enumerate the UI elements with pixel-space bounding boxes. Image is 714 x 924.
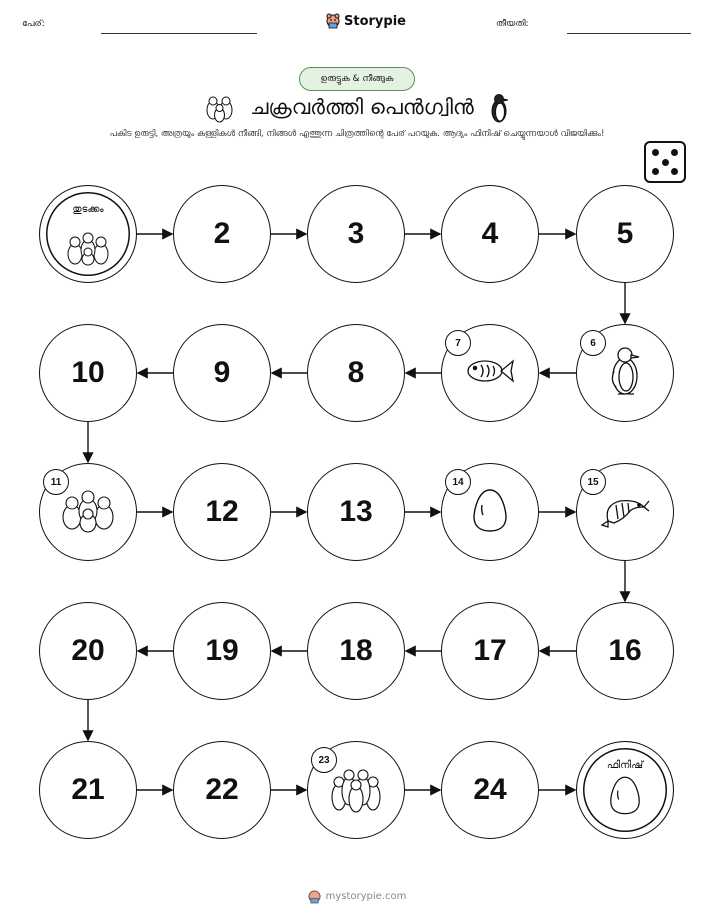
board-space-17[interactable] <box>441 602 539 700</box>
space-number: 5 <box>616 217 634 250</box>
board-space-7[interactable] <box>441 324 539 422</box>
penguin-huddle-icon <box>327 759 385 821</box>
space-number-badge: 11 <box>43 469 69 495</box>
board-space-13[interactable] <box>307 463 405 561</box>
board-space-14[interactable] <box>441 463 539 561</box>
board-space-16[interactable] <box>576 602 674 700</box>
board-space-8[interactable] <box>307 324 405 422</box>
fish-icon <box>465 357 515 389</box>
space-number: 13 <box>339 495 373 528</box>
name-label: പേര്: <box>22 19 45 29</box>
board-space-4[interactable] <box>441 185 539 283</box>
space-number-badge: 23 <box>311 747 337 773</box>
board-space-9[interactable] <box>173 324 271 422</box>
space-number: 21 <box>71 773 105 806</box>
brand-name: Storypie <box>344 13 406 29</box>
space-number-badge: 15 <box>580 469 606 495</box>
space-number: 20 <box>71 634 105 667</box>
egg-icon <box>609 774 641 820</box>
penguin-icon <box>608 345 642 401</box>
date-label: തീയതി: <box>496 19 529 29</box>
board-space-5[interactable] <box>576 185 674 283</box>
board-space-23[interactable] <box>307 741 405 839</box>
storypie-mascot-icon <box>308 889 321 904</box>
space-number: 10 <box>71 356 105 389</box>
footer <box>0 889 714 904</box>
space-number: 3 <box>347 217 365 250</box>
space-number: 17 <box>473 634 507 667</box>
space-number: 2 <box>213 217 231 250</box>
board-space-21[interactable] <box>39 741 137 839</box>
penguin-chicks-icon <box>60 487 116 537</box>
board-space-24[interactable] <box>441 741 539 839</box>
finish-label: ഫിനിഷ് <box>606 760 644 771</box>
space-number: 24 <box>473 773 507 806</box>
space-number: 18 <box>339 634 373 667</box>
start-label: തുടക്കം <box>72 204 104 215</box>
title-text: ചക്രവർത്തി പെൻഗ്വിൻ <box>250 95 474 119</box>
space-number: 16 <box>608 634 642 667</box>
instructions: പകിട ഉരുട്ടി, അത്രയും കള്ളികൾ നീങ്ങി, നിങ്ങൾ എത്തുന്ന ചിത്രത്തിന്റെ പേര് പറയുക. ആദ്യം ഫിനിഷ് ചെയ്യുന്നയാൾ വിജയിക്കും! <box>109 129 605 139</box>
space-number: 12 <box>205 495 239 528</box>
board-space-3[interactable] <box>307 185 405 283</box>
board-space-18[interactable] <box>307 602 405 700</box>
space-number-badge: 14 <box>445 469 471 495</box>
penguin-family-icon <box>65 228 111 270</box>
space-number: 9 <box>213 356 231 389</box>
space-number: 19 <box>205 634 239 667</box>
space-number-badge: 7 <box>445 330 471 356</box>
board-space-6[interactable] <box>576 324 674 422</box>
activity-type-badge: ഉരുട്ടുക & നീങ്ങുക <box>299 67 415 91</box>
finish-space[interactable] <box>576 741 674 839</box>
shrimp-icon <box>600 491 650 533</box>
space-number-badge: 6 <box>580 330 606 356</box>
board-space-10[interactable] <box>39 324 137 422</box>
space-number: 8 <box>347 356 365 389</box>
board-space-2[interactable] <box>173 185 271 283</box>
space-number: 22 <box>205 773 239 806</box>
board-space-12[interactable] <box>173 463 271 561</box>
space-number: 4 <box>481 217 499 250</box>
board-space-11[interactable] <box>39 463 137 561</box>
egg-icon <box>472 487 508 537</box>
board-space-22[interactable] <box>173 741 271 839</box>
footer-url[interactable]: mystorypie.com <box>325 891 407 902</box>
start-space[interactable] <box>39 185 137 283</box>
board-space-20[interactable] <box>39 602 137 700</box>
board-space-15[interactable] <box>576 463 674 561</box>
board-space-19[interactable] <box>173 602 271 700</box>
